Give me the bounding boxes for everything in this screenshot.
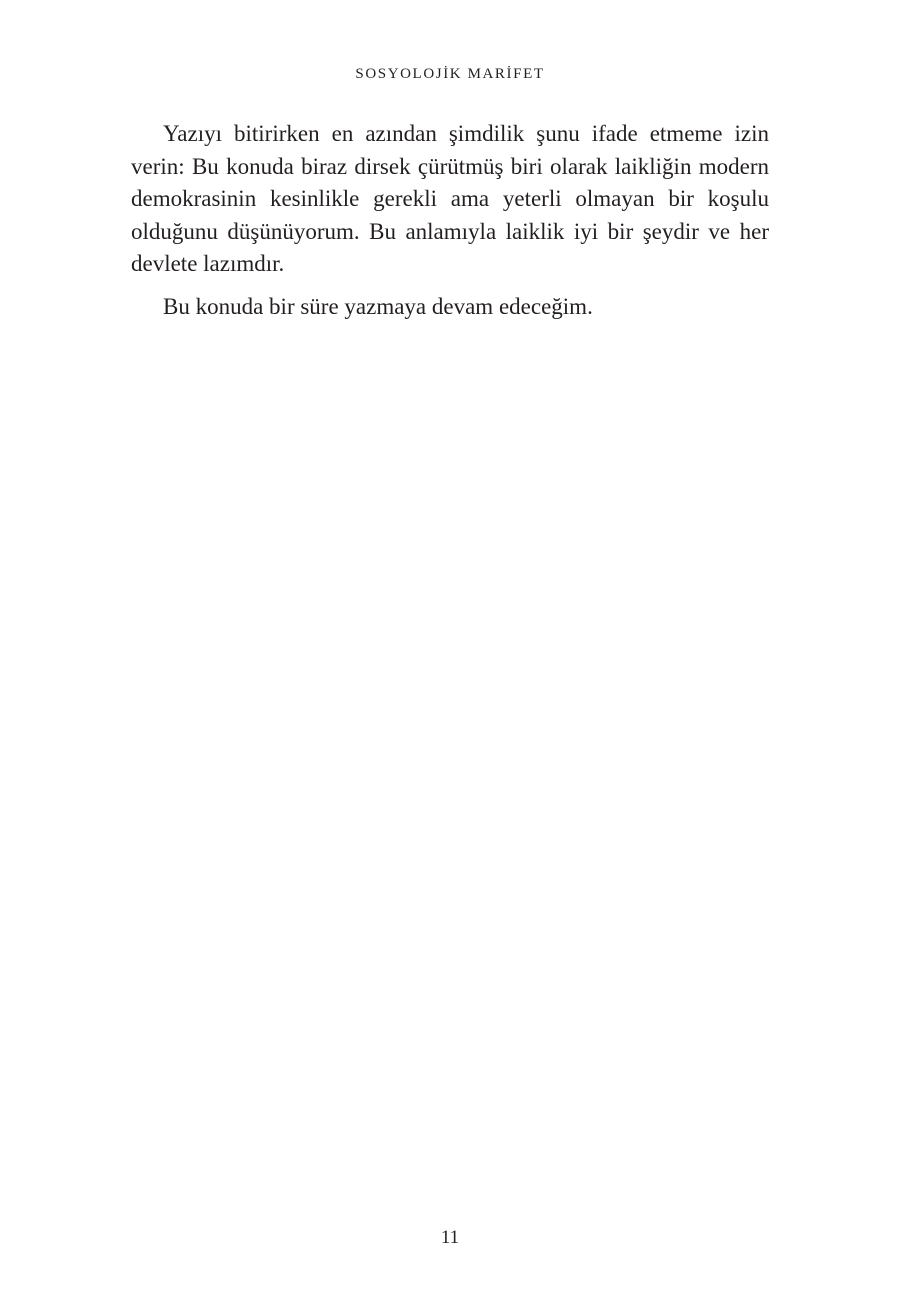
page-number: 11 xyxy=(440,1227,460,1248)
body-text xyxy=(131,118,769,333)
paragraph: Yazıyı bitirirken en azından şimdilik şunu ifade etmeme izin verin: Bu konuda biraz dirsek çürütmüş biri olarak laikliğin modern demokrasinin kesinlikle gerekli ama yeterli olmayan bir koşulu olduğunu düşünüyorum. Bu anlamıyla laiklik iyi bir şeydir ve her devlete lazımdır. xyxy=(131,121,769,276)
paragraph: Bu konuda bir süre yazmaya devam edeceğim. xyxy=(163,293,593,319)
running-head: SOSYOLOJİK MARİFET xyxy=(355,66,545,82)
